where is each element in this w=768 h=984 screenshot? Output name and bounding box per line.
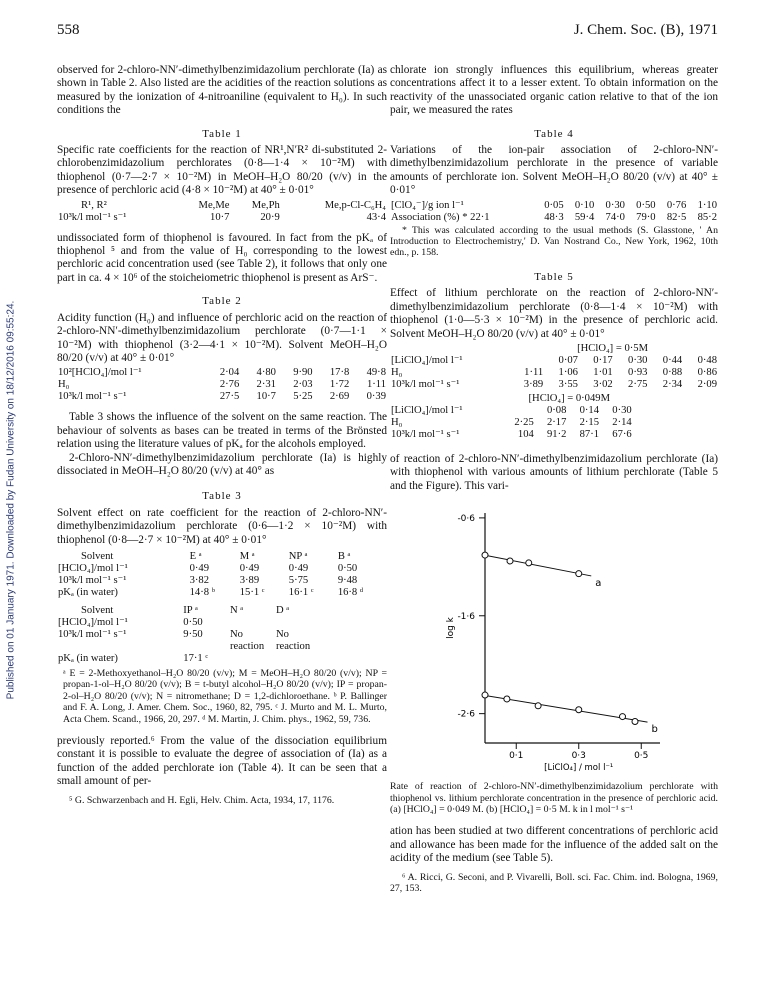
table-cell: 17·1 ᶜ (183, 652, 209, 664)
table-cell: 0·39 (366, 391, 386, 403)
table-5-subheading: [HClO₄] = 0·049M (528, 392, 610, 404)
table-row (57, 617, 321, 629)
table-3b (57, 605, 321, 665)
table-cell: 5·25 (293, 391, 313, 403)
table-cell (502, 405, 535, 417)
table-cell: 2·75 (628, 378, 648, 390)
table-cell: 104 (517, 428, 534, 440)
table-5-caption: Effect of lithium perchlorate on the reaction of 2-chloro-NN′-dimethylbenzimidazolium perchlorate (0·8—1·4 × 10⁻²M) with thiophenol (1·0—5·3 × 10⁻²M) in the presence of perchloric acid. Solvent MeOH–H₂O 80/20 (v/v) at 40° ± 0·01° (390, 287, 718, 340)
table-row-label: 10³k/l mol⁻¹ s⁻¹ (58, 628, 127, 640)
table-1 (57, 200, 387, 224)
table-cell: 87·1 (579, 428, 600, 440)
table-cell: 10·7 (256, 391, 276, 403)
table-header-cell: Me,Me (198, 199, 230, 211)
table-row (390, 367, 718, 379)
table-row (57, 379, 387, 391)
table-row-label: [LiClO₄]/mol l⁻¹ (391, 404, 463, 416)
table-cell: 49·8 (366, 367, 386, 379)
table-header-cell: N ᵃ (230, 604, 244, 616)
figure (390, 493, 718, 781)
table-cell: 1·06 (558, 366, 578, 378)
table-cell: 2·15 (579, 416, 600, 428)
table-cell: 1·11 (366, 379, 386, 391)
table-row (57, 391, 387, 403)
table-cell: 9·48 (337, 574, 358, 586)
table-header-cell: E ᵃ (189, 550, 202, 562)
table-cell: 0·49 (189, 562, 210, 574)
series-label-b: b (651, 724, 658, 736)
table-row (390, 429, 633, 441)
table-row (390, 405, 633, 417)
table-cell: 20·9 (260, 211, 280, 223)
table-cell: 0·93 (628, 366, 648, 378)
table-row-label: H₀ (58, 379, 70, 391)
paragraph: ation has been studied at two different concentrations of perchloric acid and allowance has been made for the influence of the added salt on the acidity of the medium (see Table 5). (390, 825, 718, 865)
table-cell: No reaction (276, 628, 311, 652)
table-row-label: 10³k/l mol⁻¹ s⁻¹ (391, 428, 460, 440)
data-point-b (535, 703, 541, 709)
table-cell: 2·09 (697, 378, 717, 390)
table-3-notes: ᵃ E = 2-Methoxyethanol–H₂O 80/20 (v/v); M = MeOH–H₂O 80/20 (v/v); NP = propan-1-ol–H₂O 80/20 (v/v); B = t-butyl alcohol–H₂O 80/20 (v/v); IP = propan-2-ol–H₂O 80/20 (v/v); N = nitromethane; D = 1,2-dichloroethane. ᵇ P. Ballinger and F. A. Long, J. Amer. Chem. Soc., 1960, 82, 795. ᶜ J. Murto and M. L. Murto, Acta Chem. Scand., 1966, 20, 297. ᵈ M. Martin, J. Chim. phys., 1962, 59, 736. (63, 667, 387, 725)
x-tick-label: 0·5 (634, 751, 649, 762)
right-column (390, 64, 718, 894)
table-cell: 0·49 (239, 562, 260, 574)
table-cell (229, 653, 275, 665)
table-row (390, 200, 718, 212)
fit-line-a (485, 555, 591, 576)
series-label-a: a (595, 578, 602, 590)
footnote: ⁶ A. Ricci, G. Seconi, and P. Vivarelli, Boll. sci. Fac. Chim. ind. Bologna, 1969, 27, 153. (390, 871, 718, 894)
table-cell: 0·44 (662, 354, 683, 366)
table-5a (390, 355, 718, 391)
paragraph: undissociated form of thiophenol is favoured. In fact from the pKₐ of thiophenol ⁵ and from the value of H₀ corresponding to the lowest perchloric acid concentration used (see Table 2), it follows that only one part in ca. 4 × 10⁶ of the stoicheiometric thiophenol is present as ArS⁻. (57, 231, 387, 284)
table-cell: 1·10 (697, 199, 717, 211)
table-cell (229, 617, 275, 629)
table-4 (390, 200, 718, 224)
table-cell: 2·34 (662, 378, 683, 390)
table-row (390, 212, 718, 224)
data-point-a (576, 571, 582, 577)
table-cell: 0·49 (288, 562, 309, 574)
table-cell: 59·4 (574, 211, 595, 223)
download-stamp (0, 150, 22, 850)
table-cell: 74·0 (605, 211, 625, 223)
table-header-cell: R¹, R² (81, 199, 107, 211)
table-row-label: 10³k/l mol⁻¹ s⁻¹ (58, 391, 127, 403)
table-cell: 27·5 (219, 391, 240, 403)
data-point-b (620, 714, 626, 720)
paragraph: 2-Chloro-NN′-dimethylbenzimidazolium perchlorate (Ia) is highly dissociated in MeOH–H₂O 80/20 (v/v) at 40° as (57, 451, 387, 477)
data-point-b (632, 719, 638, 725)
paragraph: of reaction of 2-chloro-NN′-dimethylbenzimidazolium perchlorate (Ia) with thiophenol with various amounts of lithium perchlorate (Table 5 and the Figure). This vari- (390, 452, 718, 492)
table-row-label: [ClO₄⁻]/g ion l⁻¹ (391, 199, 464, 211)
download-stamp-text: Published on 01 January 1971. Downloaded by Fudan University on 18/12/2016 09:55:24. (5, 300, 17, 700)
table-3-title: Table 3 (202, 490, 242, 503)
table-cell: 1·01 (593, 366, 613, 378)
table-3a (57, 551, 387, 599)
table-row-label: H₀ (391, 366, 403, 378)
paragraph: previously reported.⁶ From the value of the dissociation equilibrium constant it is possible to evaluate the degree of association of (Ia) as a function of the added perchlorate ion (Table 4). It can be seen that a small amount of per- (57, 735, 387, 788)
table-cell: 1·11 (524, 366, 544, 378)
table-header-cell: B ᵃ (337, 550, 351, 562)
table-2 (57, 367, 387, 403)
table-cell: 0·50 (636, 199, 656, 211)
journal-header: J. Chem. Soc. (B), 1971 (573, 22, 718, 38)
y-tick-label: -2·6 (457, 709, 475, 720)
table-2-title: Table 2 (202, 295, 242, 308)
table-header-cell: NP ᵃ (288, 550, 308, 562)
data-point-b (576, 707, 582, 713)
x-tick-label: 0·1 (509, 751, 524, 762)
table-4-title: Table 4 (534, 127, 574, 140)
table-cell: 2·31 (256, 379, 276, 391)
table-row (57, 653, 321, 665)
table-cell: No reaction (230, 628, 265, 652)
table-cell: 3·89 (239, 574, 260, 586)
table-row-label: [LiClO₄]/mol l⁻¹ (391, 354, 463, 366)
table-row-label: pKₐ (in water) (58, 652, 118, 664)
table-cell: 0·30 (605, 199, 625, 211)
table-cell: 3·02 (593, 378, 613, 390)
table-cell: 79·0 (636, 211, 656, 223)
table-row (57, 587, 387, 599)
log-k-chart (390, 493, 718, 781)
table-row (57, 575, 387, 587)
table-row-label: [HClO₄]/mol l⁻¹ (58, 616, 128, 628)
table-row-label: pKₐ (in water) (58, 586, 118, 598)
table-cell: 3·55 (558, 378, 578, 390)
y-tick-label: -1·6 (457, 611, 475, 622)
table-header-cell: IP ᵃ (183, 604, 198, 616)
table-row (57, 629, 321, 653)
table-4-note: * This was calculated according to the usual methods (S. Glasstone, ' An Introduction to Electrochemistry,' D. Van Nostrand Co., New York, 1962, 10th edn., p. 158. (390, 224, 718, 259)
table-cell: 2·76 (219, 379, 240, 391)
footnote: ⁵ G. Schwarzenbach and H. Egli, Helv. Chim. Acta, 1934, 17, 1176. (69, 794, 335, 806)
table-cell: 2·17 (546, 416, 567, 428)
table-row (57, 563, 387, 575)
table-cell: 0·10 (574, 199, 595, 211)
table-row-label: 10³k/l mol⁻¹ s⁻¹ (58, 211, 127, 223)
table-row-label: 10³k/l mol⁻¹ s⁻¹ (58, 574, 127, 586)
data-point-a (507, 558, 513, 564)
table-row-label: H₀ (391, 416, 403, 428)
table-cell: 5·75 (288, 574, 309, 586)
left-column (57, 64, 387, 806)
table-cell: 82·5 (666, 211, 687, 223)
table-cell: 3·82 (189, 574, 210, 586)
table-row-label: 10³k/l mol⁻¹ s⁻¹ (391, 378, 460, 390)
table-cell: 0·08 (546, 404, 567, 416)
data-point-b (504, 696, 510, 702)
table-header-cell: Solvent (81, 550, 114, 562)
table-cell: 0·14 (579, 404, 600, 416)
table-cell: 85·2 (697, 211, 717, 223)
table-cell: 0·76 (666, 199, 687, 211)
x-axis-label: [LiClO₄] / mol l⁻¹ (544, 763, 614, 774)
table-cell: 2·25 (514, 416, 534, 428)
table-2-caption: Acidity function (H₀) and influence of perchloric acid on the reaction of 2-chloro-NN′-dimethylbenzimidazolium perchlorate (0·7—1·1 × 10⁻²M) with thiophenol (3·2—4·1 × 10⁻²M). Solvent MeOH–H₂O 80/20 (v/v) at 40° ± 0·01° (57, 311, 387, 364)
table-cell: 15·1 ᶜ (239, 586, 265, 598)
paragraph: chlorate ion strongly influences this equilibrium, whereas greater concentrations affect it to a lesser extent. To obtain information on the reactivity of the unassociated organic cation relative to that of the ion pair, we measured the rates (390, 64, 718, 117)
table-row (390, 417, 633, 429)
data-point-b (482, 692, 488, 698)
figure-caption: Rate of reaction of 2-chloro-NN′-dimethylbenzimidazolium perchlorate with thiophenol vs. lithium perchlorate concentration in the presence of perchloric acid. (a) [HClO₄] = 0·049 M. (b) [HClO₄] = 0·5 M. k in l mol⁻¹ s⁻¹ (390, 781, 718, 815)
table-cell: 9·90 (293, 367, 313, 379)
table-5b (390, 405, 633, 441)
table-header-cell: Solvent (81, 604, 114, 616)
table-cell: 48·3 (544, 211, 564, 223)
paragraph: observed for 2-chloro-NN′-dimethylbenzimidazolium perchlorate (Ia) as shown in Table 2. Also listed are the acidities of the reaction solutions as measured by the ionization of 4-nitroaniline (equivalent to H₀). In such conditions the (57, 64, 387, 117)
table-cell: 91·2 (546, 428, 567, 440)
table-cell: 0·05 (544, 199, 564, 211)
table-3-caption: Solvent effect on rate coefficient for the reaction of 2-chloro-NN′-dimethylbenzimidazolium perchlorate (0·6—1·2 × 10⁻²M) with thiophenol (0·8—2·7 × 10⁻²M) at 40° ± 0·01° (57, 506, 387, 546)
table-5-subheading: [HClO₄] = 0·5M (577, 342, 648, 354)
table-1-title: Table 1 (202, 127, 242, 140)
table-cell: 2·03 (293, 379, 313, 391)
table-cell: 0·30 (612, 404, 632, 416)
table-cell: 0·86 (697, 366, 717, 378)
table-cell: 4·80 (256, 367, 276, 379)
table-cell: 10·7 (210, 211, 230, 223)
table-cell: 0·48 (697, 354, 717, 366)
table-cell: 17·8 (329, 367, 350, 379)
page-number: 558 (57, 22, 80, 38)
table-cell: 14·8 ᵇ (189, 586, 215, 598)
table-cell: 9·50 (183, 628, 203, 640)
table-row-label: [HClO₄]/mol l⁻¹ (58, 562, 128, 574)
data-point-a (526, 560, 532, 566)
table-row (390, 355, 718, 367)
table-row-label: Association (%) * 22·1 (391, 211, 490, 223)
table-header-cell: M ᵃ (239, 550, 255, 562)
table-cell: 43·4 (366, 211, 386, 223)
x-tick-label: 0·3 (571, 751, 586, 762)
table-cell: 67·6 (612, 428, 632, 440)
table-cell: 16·8 ᵈ (337, 586, 364, 598)
table-row-label: 10²[HClO₄]/mol l⁻¹ (58, 367, 142, 379)
table-cell: 0·50 (337, 562, 358, 574)
y-axis-label: log k (446, 617, 456, 640)
table-row (390, 379, 718, 391)
table-header-cell: Me,p-Cl-C₆H₄ (324, 199, 386, 211)
table-cell: 2·04 (219, 367, 240, 379)
table-cell: 0·88 (662, 366, 683, 378)
table-5-title: Table 5 (534, 270, 574, 283)
y-tick-label: -0·6 (457, 514, 475, 525)
table-cell: 0·50 (183, 616, 203, 628)
paragraph: Table 3 shows the influence of the solvent on the same reaction. The behaviour of solvents as bases can be treated in terms of the Brönsted relation using the literature values of pKₐ for the alcohols employed. (57, 411, 387, 451)
table-row (57, 367, 387, 379)
table-cell: 3·89 (523, 378, 544, 390)
table-cell (509, 355, 544, 367)
table-cell: 0·07 (558, 354, 578, 366)
table-1-caption: Specific rate coefficients for the reaction of NR¹,N′R² di-substituted 2-chlorobenzimidazolium perchlorates (0·8—1·4 × 10⁻²M) with thiophenol (0·7—2·7 × 10⁻²M) in MeOH–H₂O 80/20 (v/v) in the presence of perchloric acid (4·8 × 10⁻²M) at 40° ± 0·01° (57, 144, 387, 197)
data-point-a (482, 552, 488, 558)
table-cell (275, 653, 321, 665)
table-cell: 0·17 (593, 354, 613, 366)
table-cell: 2·14 (612, 416, 632, 428)
table-header-cell: Me,Ph (251, 199, 280, 211)
table-cell: 1·72 (329, 379, 350, 391)
table-cell: 0·30 (628, 354, 648, 366)
table-cell (275, 617, 321, 629)
table-header-cell: D ᵃ (276, 604, 290, 616)
table-cell: 2·69 (329, 391, 350, 403)
table-cell: 16·1 ᶜ (288, 586, 314, 598)
table-4-caption: Variations of the ion-pair association of 2-chloro-NN′-dimethylbenzimidazolium perchlorate in the presence of variable amounts of perchlorate ion. Solvent MeOH–H₂O 80/20 (v/v) at 40° ± 0·01° (390, 144, 718, 197)
